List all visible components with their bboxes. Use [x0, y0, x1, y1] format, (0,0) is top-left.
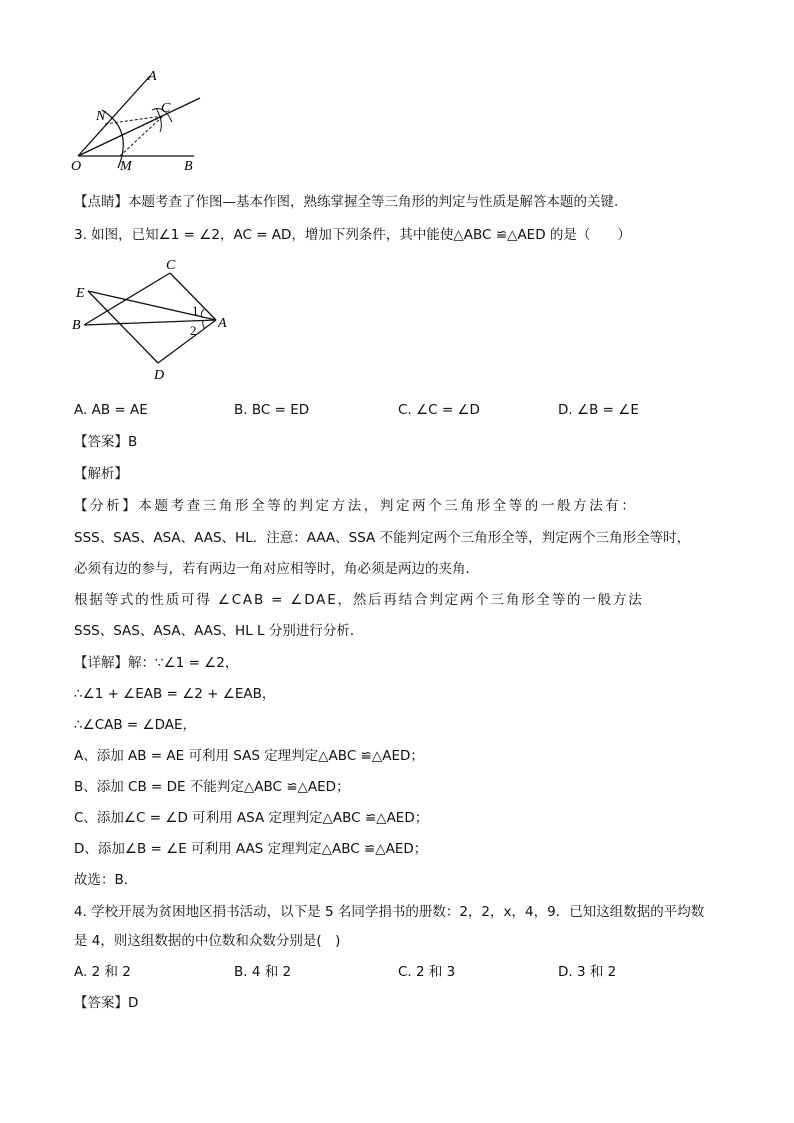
q3-option-a: A. AB = AE: [74, 402, 148, 418]
q4-option-c: C. 2 和 3: [398, 964, 456, 980]
label-D: D: [154, 368, 165, 383]
q4-option-a: A. 2 和 2: [74, 964, 131, 980]
label-C: C: [166, 258, 176, 273]
segment-BC: [84, 273, 170, 325]
q3-analysis-heading: 【解析】: [74, 466, 128, 482]
q3-analysis-line-4: 根据等式的性质可得 ∠CAB = ∠DAE，然后再结合判定两个三角形全等的一般方法: [74, 592, 644, 608]
question-4-stem-line-1: 4. 学校开展为贫困地区捐书活动，以下是 5 名同学捐书的册数：2，2，x，4，9．已知这组数据的平均数: [74, 904, 705, 920]
label-angle-2: 2: [190, 323, 197, 338]
q4-option-b: B. 4 和 2: [234, 964, 292, 980]
question-4-stem-line-2: 是 4，则这组数据的中位数和众数分别是( ): [74, 933, 341, 949]
label-M: M: [120, 159, 132, 174]
tip-summary: 【点睛】本题考查了作图—基本作图，熟练掌握全等三角形的判定与性质是解答本题的关键．: [74, 194, 628, 210]
figure-triangles: [66, 255, 236, 385]
q3-detail-line-4: A、添加 AB = AE 可利用 SAS 定理判定△ABC ≌△AED；: [74, 748, 424, 764]
label-B: B: [184, 159, 193, 174]
label-A: A: [218, 316, 227, 331]
q3-option-c: C. ∠C = ∠D: [398, 402, 480, 418]
q3-option-d: D. ∠B = ∠E: [558, 402, 639, 418]
q4-answer: 【答案】D: [74, 995, 139, 1011]
label-B: B: [72, 318, 81, 333]
segment-MC: [120, 116, 163, 156]
q3-analysis-line-1: 【分析】本题考查三角形全等的判定方法，判定两个三角形全等的一般方法有：: [74, 498, 638, 514]
q3-answer: 【答案】B: [74, 434, 138, 450]
label-angle-1: 1: [192, 303, 199, 318]
q3-detail-line-3: ∴∠CAB = ∠DAE，: [74, 717, 197, 733]
label-A: A: [148, 69, 157, 84]
label-N: N: [96, 109, 106, 124]
q3-detail-line-2: ∴∠1 + ∠EAB = ∠2 + ∠EAB，: [74, 686, 276, 702]
angle-2-arc: [203, 321, 205, 329]
q3-analysis-line-3: 必须有边的参与，若有两边一角对应相等时，角必须是两边的夹角．: [74, 561, 479, 577]
label-E: E: [76, 286, 85, 301]
q3-detail-line-1: 【详解】解：∵∠1 = ∠2，: [74, 655, 239, 671]
q3-detail-line-6: C、添加∠C = ∠D 可利用 ASA 定理判定△ABC ≌△AED；: [74, 810, 429, 826]
ray-OA: [78, 76, 150, 156]
q3-analysis-line-2: SSS、SAS、ASA、AAS、HL．注意：AAA、SSA 不能判定两个三角形全等，判定两个三角形全等时，: [74, 530, 691, 546]
q3-detail-line-7: D、添加∠B = ∠E 可利用 AAS 定理判定△ABC ≌△AED；: [74, 841, 428, 857]
label-C: C: [161, 101, 171, 116]
question-3-stem: 3. 如图，已知∠1 = ∠2，AC = AD，增加下列条件，其中能使△ABC ≌△AED 的是（ ）: [74, 227, 631, 243]
segment-DA: [158, 320, 216, 363]
q4-option-d: D. 3 和 2: [558, 964, 617, 980]
figure-angle-bisector: [68, 66, 208, 176]
q3-detail-line-8: 故选：B．: [74, 872, 138, 888]
q3-option-b: B. BC = ED: [234, 402, 310, 418]
q3-analysis-line-5: SSS、SAS、ASA、AAS、HL L 分别进行分析．: [74, 623, 364, 639]
q3-detail-line-5: B、添加 CB = DE 不能判定△ABC ≌△AED；: [74, 779, 350, 795]
label-O: O: [71, 159, 82, 174]
